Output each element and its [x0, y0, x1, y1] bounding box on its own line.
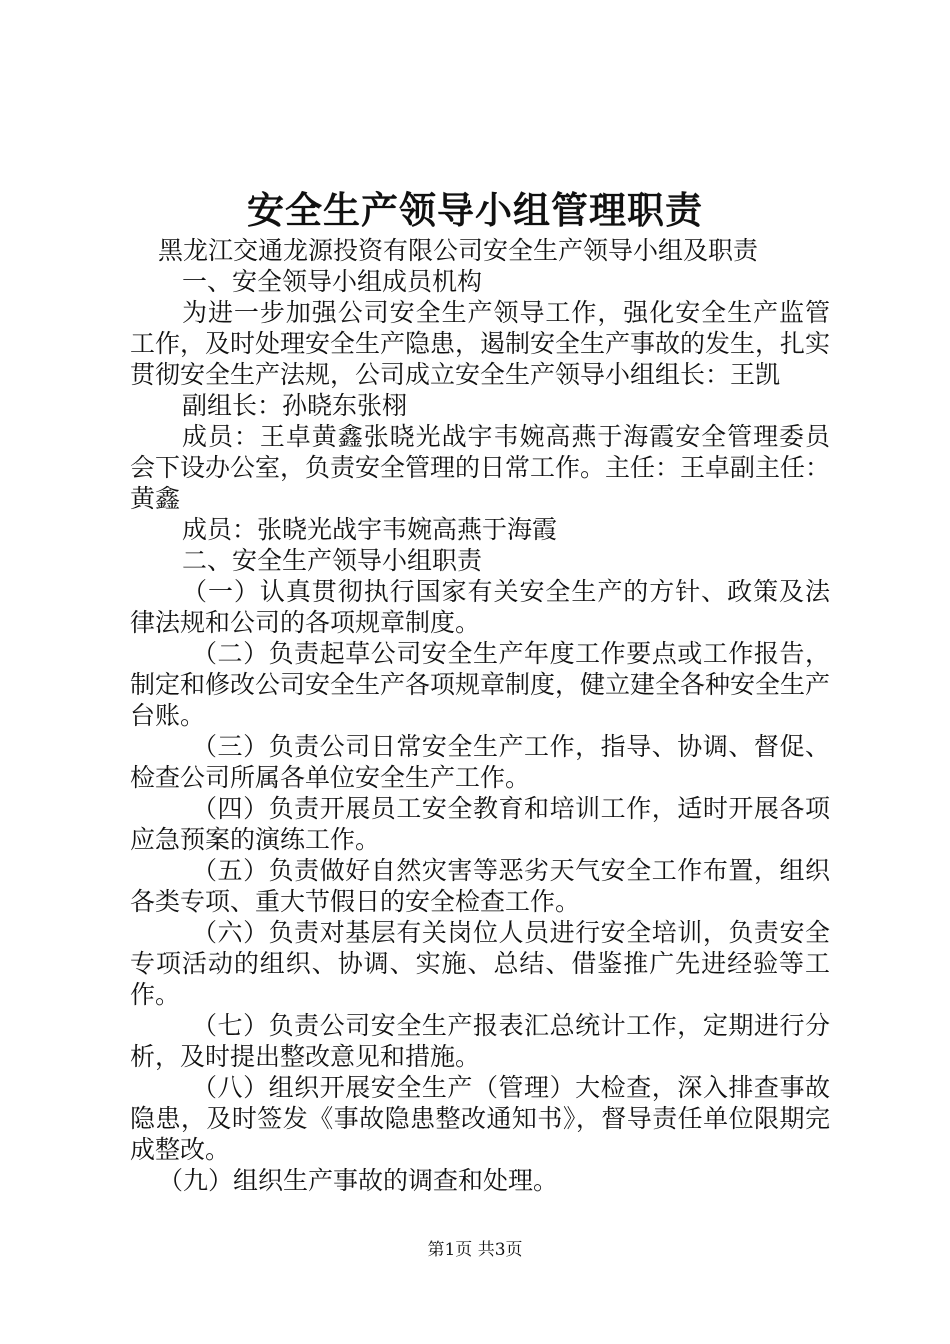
document-title: 安全生产领导小组管理职责: [247, 188, 703, 232]
paragraph-office-members: 成员：张晓光战宇韦婉高燕于海霞: [182, 515, 558, 544]
duty-item-4: （四）负责开展员工安全教育和培训工作，适时开展各项应急预案的演练工作。: [130, 794, 830, 854]
duty-item-7: （七）负责公司安全生产报表汇总统计工作，定期进行分析，及时提出整改意见和措施。: [130, 1011, 830, 1071]
duty-item-5: （五）负责做好自然灾害等恶劣天气安全工作布置，组织各类专项、重大节假日的安全检查工作。: [130, 856, 830, 916]
duty-item-3: （三）负责公司日常安全生产工作，指导、协调、督促、检查公司所属各单位安全生产工作。: [130, 732, 830, 792]
duty-item-9: （九）组织生产事故的调查和处理。: [158, 1166, 559, 1195]
duty-item-1: （一）认真贯彻执行国家有关安全生产的方针、政策及法律法规和公司的各项规章制度。: [130, 577, 830, 637]
page-footer: 第1页 共3页: [427, 1240, 523, 1260]
duty-item-8: （八）组织开展安全生产（管理）大检查，深入排查事故隐患，及时签发《事故隐患整改通知书》，督导责任单位限期完成整改。: [130, 1073, 830, 1164]
paragraph-members: 成员：王卓黄鑫张晓光战宇韦婉高燕于海霞安全管理委员会下设办公室，负责安全管理的日常工作。主任：王卓副主任：黄鑫: [130, 422, 831, 513]
duty-item-6: （六）负责对基层有关岗位人员进行安全培训，负责安全专项活动的组织、协调、实施、总结、借鉴推广先进经验等工作。: [130, 918, 830, 1009]
section-heading-2: 二、安全生产领导小组职责: [182, 546, 483, 575]
company-heading: 黑龙江交通龙源投资有限公司安全生产领导小组及职责: [158, 236, 759, 265]
section-heading-1: 一、安全领导小组成员机构: [182, 267, 483, 296]
document-body: [130, 235, 830, 1196]
duty-item-2: （二）负责起草公司安全生产年度工作要点或工作报告，制定和修改公司安全生产各项规章制度，健立建全各种安全生产台账。: [130, 639, 831, 730]
paragraph-deputy-leaders: 副组长：孙晓东张栩: [182, 391, 408, 420]
paragraph-intro: 为进一步加强公司安全生产领导工作，强化安全生产监管工作，及时处理安全生产隐患，遏制安全生产事故的发生，扎实贯彻安全生产法规，公司成立安全生产领导小组组长：王凯: [130, 298, 831, 389]
